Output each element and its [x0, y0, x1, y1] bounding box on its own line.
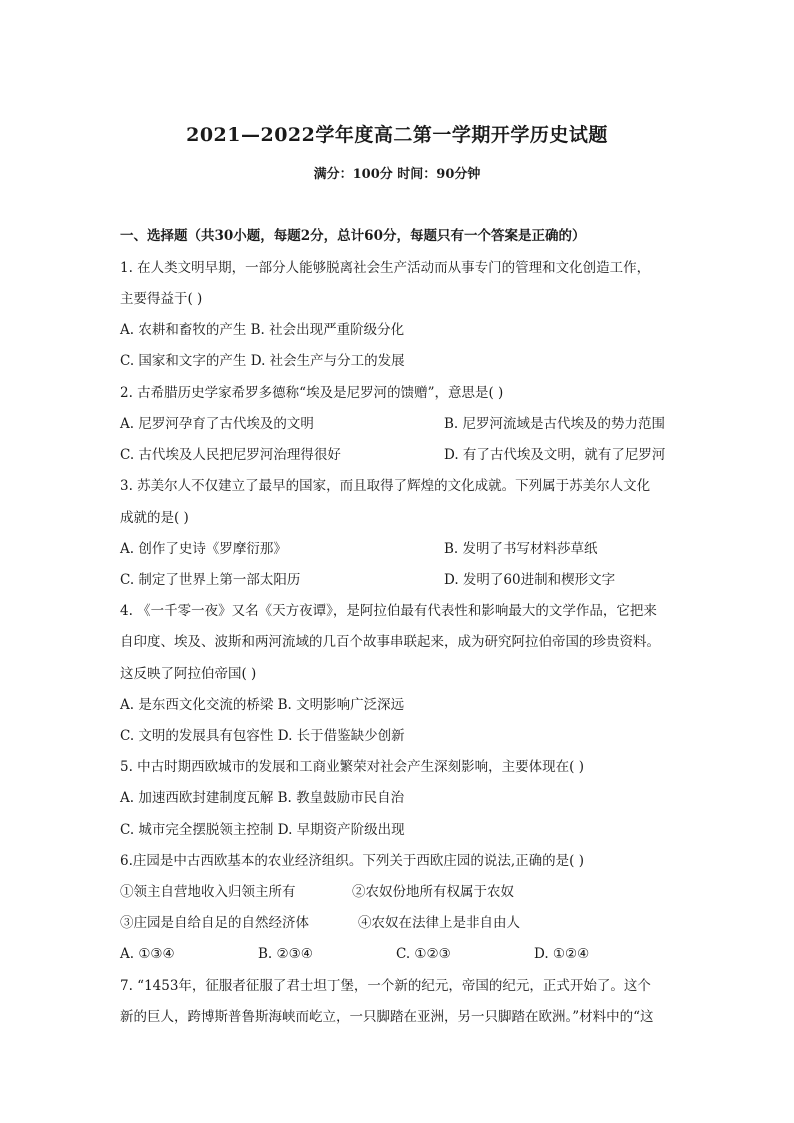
- q6-option-a: A. ①③④: [120, 946, 175, 962]
- q2-option-b: B. 尼罗河流域是古代埃及的势力范围: [444, 416, 666, 432]
- q6-option-d: D. ①②④: [534, 946, 590, 962]
- q3-option-b: B. 发明了书写材料莎草纸: [444, 541, 598, 557]
- exam-title: 2021—2022学年度高二第一学期开学历史试题: [186, 124, 608, 146]
- q1-options-cd: C. 国家和文字的产生 D. 社会生产与分工的发展: [120, 353, 405, 369]
- q4-stem-line2: 自印度、埃及、波斯和两河流域的几百个故事串联起来，成为研究阿拉伯帝国的珍贵资料。: [120, 634, 660, 650]
- q3-stem-line1: 3. 苏美尔人不仅建立了最早的国家，而且取得了辉煌的文化成就。下列属于苏美尔人文化: [120, 478, 651, 494]
- q6-statement-2: ②农奴份地所有权属于农奴: [352, 884, 514, 900]
- q2-option-d: D. 有了古代埃及文明，就有了尼罗河: [444, 447, 666, 463]
- q3-stem-line2: 成就的是( ): [120, 510, 189, 526]
- q6-stem: 6.庄园是中古西欧基本的农业经济组织。下列关于西欧庄园的说法,正确的是( ): [120, 853, 584, 869]
- q2-option-a: A. 尼罗河孕育了古代埃及的文明: [120, 416, 314, 432]
- q5-options-ab: A. 加速西欧封建制度瓦解 B. 教皇鼓励市民自治: [120, 790, 405, 806]
- q4-stem-line3: 这反映了阿拉伯帝国( ): [120, 666, 257, 682]
- q3-option-d: D. 发明了60进制和楔形文字: [444, 572, 616, 588]
- q1-stem-line2: 主要得益于( ): [120, 291, 203, 307]
- q2-option-c: C. 古代埃及人民把尼罗河治理得很好: [120, 447, 341, 463]
- q5-options-cd: C. 城市完全摆脱领主控制 D. 早期资产阶级出现: [120, 822, 405, 838]
- exam-subtitle: 满分：100分 时间：90分钟: [313, 167, 481, 182]
- q6-statement-3: ③庄园是自给自足的自然经济体: [120, 915, 309, 931]
- q6-statement-4: ④农奴在法律上是非自由人: [358, 915, 520, 931]
- q4-options-cd: C. 文明的发展具有包容性 D. 长于借鉴缺少创新: [120, 728, 405, 744]
- q4-options-ab: A. 是东西文化交流的桥梁 B. 文明影响广泛深远: [120, 697, 405, 713]
- q6-statement-1: ①领主自营地收入归领主所有: [120, 884, 296, 900]
- q1-stem-line1: 1. 在人类文明早期，一部分人能够脱离社会生产活动而从事专门的管理和文化创造工作，: [120, 260, 651, 276]
- q3-option-c: C. 制定了世界上第一部太阳历: [120, 572, 301, 588]
- q1-options-ab: A. 农耕和畜牧的产生 B. 社会出现严重阶级分化: [120, 322, 405, 338]
- q4-stem-line1: 4. 《一千零一夜》又名《天方夜谭》，是阿拉伯最有代表性和影响最大的文学作品，它把来: [120, 603, 657, 619]
- q7-stem-line1: 7. “1453年，征服者征服了君士坦丁堡，一个新的纪元，帝国的纪元，正式开始了。这个: [120, 978, 651, 994]
- section-heading: 一、选择题（共30小题，每题2分，总计60分，每题只有一个答案是正确的）: [120, 228, 586, 244]
- q2-stem: 2. 古希腊历史学家希罗多德称“埃及是尼罗河的馈赠”，意思是( ): [120, 385, 504, 401]
- q5-stem: 5. 中古时期西欧城市的发展和工商业繁荣对社会产生深刻影响，主要体现在( ): [120, 759, 584, 775]
- q3-option-a: A. 创作了史诗《罗摩衍那》: [120, 541, 287, 557]
- q6-option-c: C. ①②③: [396, 946, 451, 962]
- q7-stem-line2: 新的巨人，跨博斯普鲁斯海峡而屹立，一只脚踏在亚洲，另一只脚踏在欧洲。”材料中的“这: [120, 1009, 654, 1025]
- q6-option-b: B. ②③④: [258, 946, 313, 962]
